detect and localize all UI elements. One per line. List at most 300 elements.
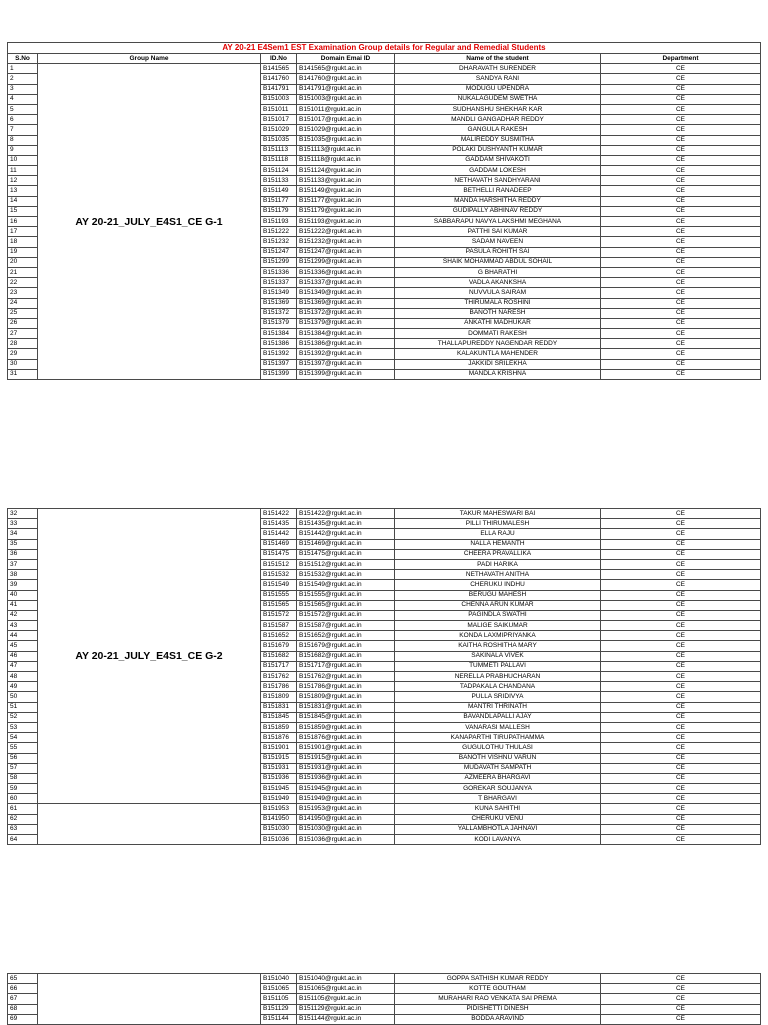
serial-number: 35 (8, 539, 38, 549)
student-name: PAGINDLA SWATHI (395, 610, 601, 620)
student-id: B151936 (261, 773, 297, 783)
student-email: B151572@rgukt.ac.in (297, 610, 395, 620)
student-name: KUNA SAHITHI (395, 804, 601, 814)
student-name: SHAIK MOHAMMAD ABDUL SOHAIL (395, 257, 601, 267)
student-name: G BHARATHI (395, 267, 601, 277)
serial-number: 38 (8, 570, 38, 580)
department: CE (601, 369, 761, 379)
student-email: B151901@rgukt.ac.in (297, 743, 395, 753)
student-email: B151915@rgukt.ac.in (297, 753, 395, 763)
student-email: B151682@rgukt.ac.in (297, 651, 395, 661)
serial-number: 37 (8, 559, 38, 569)
student-name: GADDAM SHIVAKOTI (395, 155, 601, 165)
department: CE (601, 176, 761, 186)
department: CE (601, 984, 761, 994)
department: CE (601, 692, 761, 702)
student-name: MALIGE SAIKUMAR (395, 621, 601, 631)
student-email: B141565@rgukt.ac.in (297, 64, 395, 74)
student-email: B151337@rgukt.ac.in (297, 278, 395, 288)
student-id: B151399 (261, 369, 297, 379)
student-id: B151029 (261, 125, 297, 135)
department: CE (601, 166, 761, 176)
student-email: B151587@rgukt.ac.in (297, 621, 395, 631)
serial-number: 23 (8, 288, 38, 298)
student-name: BAVANDLAPALLI AJAY (395, 712, 601, 722)
student-email: B151144@rgukt.ac.in (297, 1014, 395, 1024)
student-name: THIRUMALA ROSHINI (395, 298, 601, 308)
student-email: B151011@rgukt.ac.in (297, 104, 395, 114)
department: CE (601, 94, 761, 104)
student-email: B151003@rgukt.ac.in (297, 94, 395, 104)
serial-number: 67 (8, 994, 38, 1004)
department: CE (601, 519, 761, 529)
group-name: AY 20-21_JULY_E4S1_CE G-1 (38, 64, 261, 380)
student-email: B151118@rgukt.ac.in (297, 155, 395, 165)
student-id: B141760 (261, 74, 297, 84)
student-id: B151133 (261, 176, 297, 186)
student-email: B151931@rgukt.ac.in (297, 763, 395, 773)
department: CE (601, 247, 761, 257)
department: CE (601, 570, 761, 580)
department: CE (601, 145, 761, 155)
serial-number: 12 (8, 176, 38, 186)
serial-number: 16 (8, 217, 38, 227)
serial-number: 47 (8, 661, 38, 671)
student-name: MANDLI GANGADHAR REDDY (395, 115, 601, 125)
student-email: B151397@rgukt.ac.in (297, 359, 395, 369)
department: CE (601, 733, 761, 743)
student-id: B151469 (261, 539, 297, 549)
student-name: GUDIPALLY ABHINAV REDDY (395, 206, 601, 216)
group-block-3 (7, 973, 760, 1025)
student-id: B151144 (261, 1014, 297, 1024)
department: CE (601, 529, 761, 539)
department: CE (601, 115, 761, 125)
student-id: B151040 (261, 974, 297, 984)
department: CE (601, 974, 761, 984)
student-email: B151953@rgukt.ac.in (297, 804, 395, 814)
student-name: VANARASI MALLESH (395, 722, 601, 732)
student-name: PADI HARIKA (395, 559, 601, 569)
student-name: KANAPARTHI TIRUPATHAMMA (395, 733, 601, 743)
student-email: B151652@rgukt.ac.in (297, 631, 395, 641)
student-name: CHENNA ARUN KUMAR (395, 600, 601, 610)
student-id: B151901 (261, 743, 297, 753)
student-id: B151118 (261, 155, 297, 165)
student-email: B151399@rgukt.ac.in (297, 369, 395, 379)
student-id: B151859 (261, 722, 297, 732)
student-name: MURAHARI RAO VENKATA SAI PREMA (395, 994, 601, 1004)
serial-number: 13 (8, 186, 38, 196)
student-id: B151876 (261, 733, 297, 743)
department: CE (601, 600, 761, 610)
student-name: ANKATHI MADHUKAR (395, 318, 601, 328)
student-id: B151030 (261, 824, 297, 834)
serial-number: 11 (8, 166, 38, 176)
table-row (8, 509, 761, 519)
serial-number: 64 (8, 835, 38, 845)
student-id: B151011 (261, 104, 297, 114)
serial-number: 68 (8, 1004, 38, 1014)
department: CE (601, 610, 761, 620)
student-email: B151035@rgukt.ac.in (297, 135, 395, 145)
student-id: B151179 (261, 206, 297, 216)
student-email: B151029@rgukt.ac.in (297, 125, 395, 135)
department: CE (601, 835, 761, 845)
department: CE (601, 824, 761, 834)
student-name: MANTRI THRINATH (395, 702, 601, 712)
student-id: B151065 (261, 984, 297, 994)
department: CE (601, 814, 761, 824)
column-header: Name of the student (395, 54, 601, 64)
student-id: B151949 (261, 794, 297, 804)
student-id: B151384 (261, 329, 297, 339)
student-email: B151179@rgukt.ac.in (297, 206, 395, 216)
student-name: GUGULOTHU THULASI (395, 743, 601, 753)
student-email: B151149@rgukt.ac.in (297, 186, 395, 196)
serial-number: 51 (8, 702, 38, 712)
student-id: B151177 (261, 196, 297, 206)
student-email: B151565@rgukt.ac.in (297, 600, 395, 610)
student-id: B151953 (261, 804, 297, 814)
student-id: B151372 (261, 308, 297, 318)
student-email: B151512@rgukt.ac.in (297, 559, 395, 569)
student-id: B151392 (261, 349, 297, 359)
student-name: DOMMATI RAKESH (395, 329, 601, 339)
serial-number: 57 (8, 763, 38, 773)
department: CE (601, 743, 761, 753)
student-name: SADAM NAVEEN (395, 237, 601, 247)
student-name: PATTHI SAI KUMAR (395, 227, 601, 237)
student-id: B151717 (261, 661, 297, 671)
student-email: B151475@rgukt.ac.in (297, 549, 395, 559)
department: CE (601, 288, 761, 298)
student-email: B151105@rgukt.ac.in (297, 994, 395, 1004)
serial-number: 7 (8, 125, 38, 135)
student-email: B151936@rgukt.ac.in (297, 773, 395, 783)
serial-number: 4 (8, 94, 38, 104)
serial-number: 56 (8, 753, 38, 763)
serial-number: 27 (8, 329, 38, 339)
student-name: GADDAM LOKESH (395, 166, 601, 176)
department: CE (601, 712, 761, 722)
student-name: SAKINALA VIVEK (395, 651, 601, 661)
table-row (8, 804, 761, 814)
serial-number: 32 (8, 509, 38, 519)
department: CE (601, 763, 761, 773)
serial-number: 21 (8, 267, 38, 277)
student-id: B151931 (261, 763, 297, 773)
student-email: B151859@rgukt.ac.in (297, 722, 395, 732)
student-id: B151422 (261, 509, 297, 519)
student-email: B151017@rgukt.ac.in (297, 115, 395, 125)
department: CE (601, 994, 761, 1004)
student-id: B141950 (261, 814, 297, 824)
group-block-2 (7, 508, 760, 845)
serial-number: 8 (8, 135, 38, 145)
department: CE (601, 308, 761, 318)
student-id: B151124 (261, 166, 297, 176)
serial-number: 9 (8, 145, 38, 155)
student-name: ELLA RAJU (395, 529, 601, 539)
serial-number: 29 (8, 349, 38, 359)
student-id: B151475 (261, 549, 297, 559)
department: CE (601, 155, 761, 165)
student-name: BODDA ARAVIND (395, 1014, 601, 1024)
student-email: B151949@rgukt.ac.in (297, 794, 395, 804)
serial-number: 42 (8, 610, 38, 620)
student-id: B151549 (261, 580, 297, 590)
serial-number: 45 (8, 641, 38, 651)
student-email: B151386@rgukt.ac.in (297, 339, 395, 349)
serial-number: 49 (8, 682, 38, 692)
student-id: B151379 (261, 318, 297, 328)
department: CE (601, 672, 761, 682)
student-name: BANOTH VISHNU VARUN (395, 753, 601, 763)
student-email: B141950@rgukt.ac.in (297, 814, 395, 824)
department: CE (601, 186, 761, 196)
serial-number: 55 (8, 743, 38, 753)
serial-number: 50 (8, 692, 38, 702)
department: CE (601, 227, 761, 237)
department: CE (601, 217, 761, 227)
serial-number: 2 (8, 74, 38, 84)
student-id: B151193 (261, 217, 297, 227)
group-table (7, 973, 761, 1025)
student-name: NALLA HEMANTH (395, 539, 601, 549)
student-id: B151945 (261, 784, 297, 794)
group-name: AY 20-21_JULY_E4S1_CE G-2 (38, 509, 261, 804)
student-email: B151786@rgukt.ac.in (297, 682, 395, 692)
student-name: KALAKUNTLA MAHENDER (395, 349, 601, 359)
serial-number: 65 (8, 974, 38, 984)
department: CE (601, 641, 761, 651)
student-name: CHERUKU VENU (395, 814, 601, 824)
student-id: B151149 (261, 186, 297, 196)
student-id: B151565 (261, 600, 297, 610)
department: CE (601, 794, 761, 804)
serial-number: 34 (8, 529, 38, 539)
serial-number: 15 (8, 206, 38, 216)
sheet-title: AY 20-21 E4Sem1 EST Examination Group details for Regular and Remedial Students (8, 43, 761, 54)
student-email: B151549@rgukt.ac.in (297, 580, 395, 590)
serial-number: 20 (8, 257, 38, 267)
column-header: S.No (8, 54, 38, 64)
student-id: B151232 (261, 237, 297, 247)
serial-number: 24 (8, 298, 38, 308)
column-header: Domain Emai ID (297, 54, 395, 64)
serial-number: 52 (8, 712, 38, 722)
header-row (8, 54, 761, 64)
student-name: NUKALAGUDEM SWETHA (395, 94, 601, 104)
department: CE (601, 339, 761, 349)
student-name: MUDAVATH SAMPATH (395, 763, 601, 773)
student-email: B151379@rgukt.ac.in (297, 318, 395, 328)
student-id: B151915 (261, 753, 297, 763)
student-name: JAKKIDI SRILEKHA (395, 359, 601, 369)
student-email: B151555@rgukt.ac.in (297, 590, 395, 600)
serial-number: 69 (8, 1014, 38, 1024)
student-email: B151113@rgukt.ac.in (297, 145, 395, 155)
serial-number: 1 (8, 64, 38, 74)
column-header: Group Name (38, 54, 261, 64)
serial-number: 46 (8, 651, 38, 661)
serial-number: 33 (8, 519, 38, 529)
student-name: YALLAMBHOTLA JAHNAVI (395, 824, 601, 834)
student-id: B151003 (261, 94, 297, 104)
student-name: CHERUKU INDHU (395, 580, 601, 590)
department: CE (601, 631, 761, 641)
table-row (8, 64, 761, 74)
student-email: B151435@rgukt.ac.in (297, 519, 395, 529)
student-id: B151532 (261, 570, 297, 580)
student-name: MANDA HARSHITHA REDDY (395, 196, 601, 206)
student-name: NETHAVATH SANDHYARANI (395, 176, 601, 186)
student-id: B151247 (261, 247, 297, 257)
department: CE (601, 298, 761, 308)
student-name: POLAKI DUSHYANTH KUMAR (395, 145, 601, 155)
student-id: B141565 (261, 64, 297, 74)
department: CE (601, 682, 761, 692)
student-id: B151572 (261, 610, 297, 620)
department: CE (601, 580, 761, 590)
department: CE (601, 257, 761, 267)
student-id: B151035 (261, 135, 297, 145)
department: CE (601, 651, 761, 661)
serial-number: 63 (8, 824, 38, 834)
student-name: MANDLA KRISHNA (395, 369, 601, 379)
group-name (38, 974, 261, 1025)
column-header: Department (601, 54, 761, 64)
serial-number: 25 (8, 308, 38, 318)
student-id: B151652 (261, 631, 297, 641)
student-email: B151876@rgukt.ac.in (297, 733, 395, 743)
student-id: B151337 (261, 278, 297, 288)
department: CE (601, 702, 761, 712)
student-name: GOREKAR SOUJANYA (395, 784, 601, 794)
student-id: B151386 (261, 339, 297, 349)
student-name: PIDISHETTI DINESH (395, 1004, 601, 1014)
student-email: B151717@rgukt.ac.in (297, 661, 395, 671)
department: CE (601, 349, 761, 359)
department: CE (601, 722, 761, 732)
serial-number: 54 (8, 733, 38, 743)
student-name: TUMMETI PALLAVI (395, 661, 601, 671)
serial-number: 48 (8, 672, 38, 682)
student-email: B141791@rgukt.ac.in (297, 84, 395, 94)
serial-number: 40 (8, 590, 38, 600)
student-email: B151065@rgukt.ac.in (297, 984, 395, 994)
department: CE (601, 329, 761, 339)
student-email: B151422@rgukt.ac.in (297, 509, 395, 519)
department: CE (601, 359, 761, 369)
student-email: B151177@rgukt.ac.in (297, 196, 395, 206)
student-name: GOPPA SATHISH KUMAR REDDY (395, 974, 601, 984)
student-email: B151392@rgukt.ac.in (297, 349, 395, 359)
student-name: AZMEERA BHARGAVI (395, 773, 601, 783)
student-id: B151222 (261, 227, 297, 237)
serial-number: 17 (8, 227, 38, 237)
group-table (7, 508, 761, 845)
serial-number: 43 (8, 621, 38, 631)
table-row (8, 974, 761, 984)
serial-number: 62 (8, 814, 38, 824)
serial-number: 26 (8, 318, 38, 328)
student-name: PILLI THIRUMALESH (395, 519, 601, 529)
student-id: B151113 (261, 145, 297, 155)
student-name: SABBARAPU NAVYA LAKSHMI MEGHANA (395, 217, 601, 227)
serial-number: 66 (8, 984, 38, 994)
student-email: B151247@rgukt.ac.in (297, 247, 395, 257)
student-email: B151193@rgukt.ac.in (297, 217, 395, 227)
serial-number: 31 (8, 369, 38, 379)
department: CE (601, 237, 761, 247)
student-name: DHARAVATH SURENDER (395, 64, 601, 74)
department: CE (601, 590, 761, 600)
student-email: B141760@rgukt.ac.in (297, 74, 395, 84)
serial-number: 30 (8, 359, 38, 369)
group-block-1 (7, 42, 760, 380)
student-id: B151036 (261, 835, 297, 845)
student-email: B151372@rgukt.ac.in (297, 308, 395, 318)
student-email: B151384@rgukt.ac.in (297, 329, 395, 339)
student-id: B151336 (261, 267, 297, 277)
student-id: B151809 (261, 692, 297, 702)
department: CE (601, 84, 761, 94)
student-name: KONDA LAXMIPRIYANKA (395, 631, 601, 641)
student-email: B151124@rgukt.ac.in (297, 166, 395, 176)
department: CE (601, 278, 761, 288)
student-id: B151679 (261, 641, 297, 651)
group-table (7, 42, 761, 380)
serial-number: 39 (8, 580, 38, 590)
student-id: B151555 (261, 590, 297, 600)
department: CE (601, 559, 761, 569)
student-name: NETHAVATH ANITHA (395, 570, 601, 580)
student-id: B151435 (261, 519, 297, 529)
student-id: B151105 (261, 994, 297, 1004)
column-header: ID.No (261, 54, 297, 64)
student-name: SANDYA RANI (395, 74, 601, 84)
department: CE (601, 135, 761, 145)
department: CE (601, 74, 761, 84)
student-email: B151133@rgukt.ac.in (297, 176, 395, 186)
department: CE (601, 773, 761, 783)
student-id: B151831 (261, 702, 297, 712)
student-id: B151397 (261, 359, 297, 369)
student-name: MODUGU UPENDRA (395, 84, 601, 94)
department: CE (601, 661, 761, 671)
serial-number: 6 (8, 115, 38, 125)
department: CE (601, 804, 761, 814)
department: CE (601, 784, 761, 794)
student-name: NUVVULA SAIRAM (395, 288, 601, 298)
department: CE (601, 206, 761, 216)
student-name: KAITHA ROSHITHA MARY (395, 641, 601, 651)
student-name: T BHARGAVI (395, 794, 601, 804)
serial-number: 28 (8, 339, 38, 349)
student-id: B151349 (261, 288, 297, 298)
student-name: BETHELLI RANADEEP (395, 186, 601, 196)
serial-number: 41 (8, 600, 38, 610)
student-name: GANGULA RAKESH (395, 125, 601, 135)
serial-number: 60 (8, 794, 38, 804)
department: CE (601, 125, 761, 135)
student-email: B151232@rgukt.ac.in (297, 237, 395, 247)
department: CE (601, 1014, 761, 1024)
serial-number: 14 (8, 196, 38, 206)
student-id: B151682 (261, 651, 297, 661)
